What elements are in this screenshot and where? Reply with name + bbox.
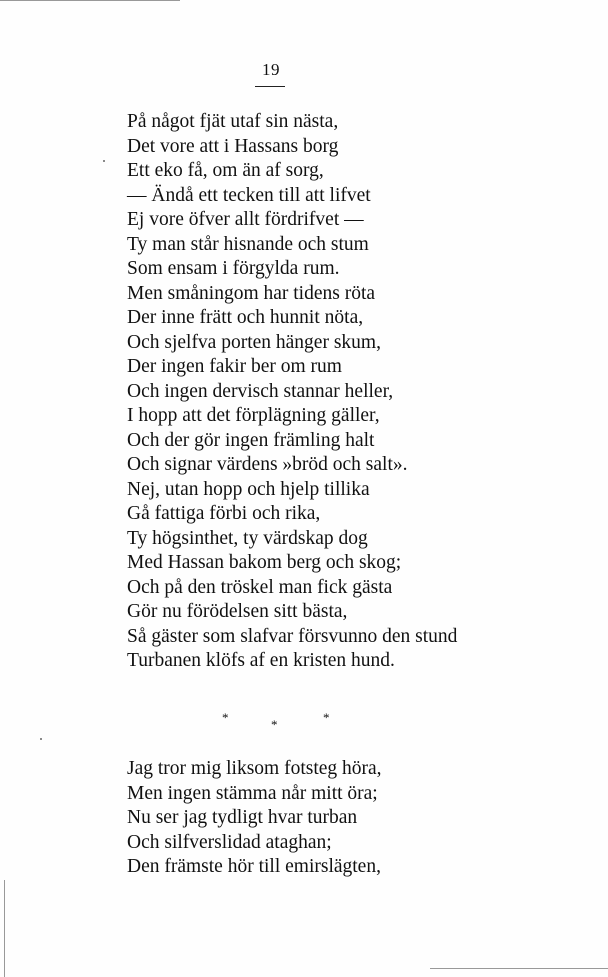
poem-stanza-2 [127, 757, 382, 880]
verse-line: Jag tror mig liksom fotsteg höra, [127, 758, 382, 779]
verse-line: Ej vore öfver allt fördrifvet — [127, 209, 364, 230]
verse-line: Men ingen stämma når mitt öra; [127, 782, 378, 804]
verse-line: Gå fattiga förbi och rika, [127, 503, 321, 524]
verse-line: Ett eko få, om än af sorg, [127, 160, 324, 181]
verse-line: Gör nu förödelsen sitt bästa, [127, 601, 348, 622]
verse-line: Och sjelfva porten hänger skum, [127, 331, 381, 353]
verse-line: Nu ser jag tydligt hvar turban [127, 807, 358, 828]
verse-line: Den främste hör till emirslägten, [127, 856, 381, 877]
asterisk-right: * [323, 710, 330, 725]
verse-line: — Ändå ett tecken till att lifvet [127, 184, 371, 206]
verse-line: Och ingen dervisch stannar heller, [127, 380, 394, 402]
asterisk-center: * [271, 717, 278, 732]
scan-edge-left [4, 880, 5, 977]
scan-speck [40, 738, 42, 740]
scan-speck [103, 160, 105, 162]
scan-edge-top [0, 0, 180, 1]
verse-line: Ty man står hisnande och stum [127, 233, 369, 255]
verse-line: Det vore att i Hassans borg [127, 135, 339, 157]
verse-line: Och der gör ingen främling halt [127, 429, 375, 451]
verse-line: I hopp att det förplägning gäller, [127, 405, 380, 426]
verse-line: Och silfverslidad ataghan; [127, 831, 332, 853]
verse-line: Nej, utan hopp och hjelp tillika [127, 478, 370, 500]
verse-line: Som ensam i förgylda rum. [127, 258, 340, 279]
verse-line: Ty högsinthet, ty värdskap dog [127, 527, 368, 549]
verse-line: Med Hassan bakom berg och skog; [127, 552, 402, 573]
verse-line: Der ingen fakir ber om rum [127, 356, 342, 377]
asterisk-left: * [222, 710, 229, 725]
scan-edge-bottom [430, 968, 608, 969]
verse-line: Så gäster som slafvar försvunno den stund [127, 625, 458, 647]
verse-line: Der inne frätt och hunnit nöta, [127, 307, 364, 328]
verse-line: Men småningom har tidens röta [127, 282, 376, 304]
verse-line: Och på den tröskel man fick gästa [127, 576, 393, 598]
page-number-rule [255, 86, 285, 87]
poem-stanza-1 [127, 110, 457, 674]
page-number: 19 [262, 60, 280, 79]
verse-line: På något fjät utaf sin nästa, [127, 111, 339, 132]
verse-line: Turbanen klöfs af en kristen hund. [127, 650, 395, 671]
verse-line: Och signar värdens »bröd och salt». [127, 454, 408, 475]
